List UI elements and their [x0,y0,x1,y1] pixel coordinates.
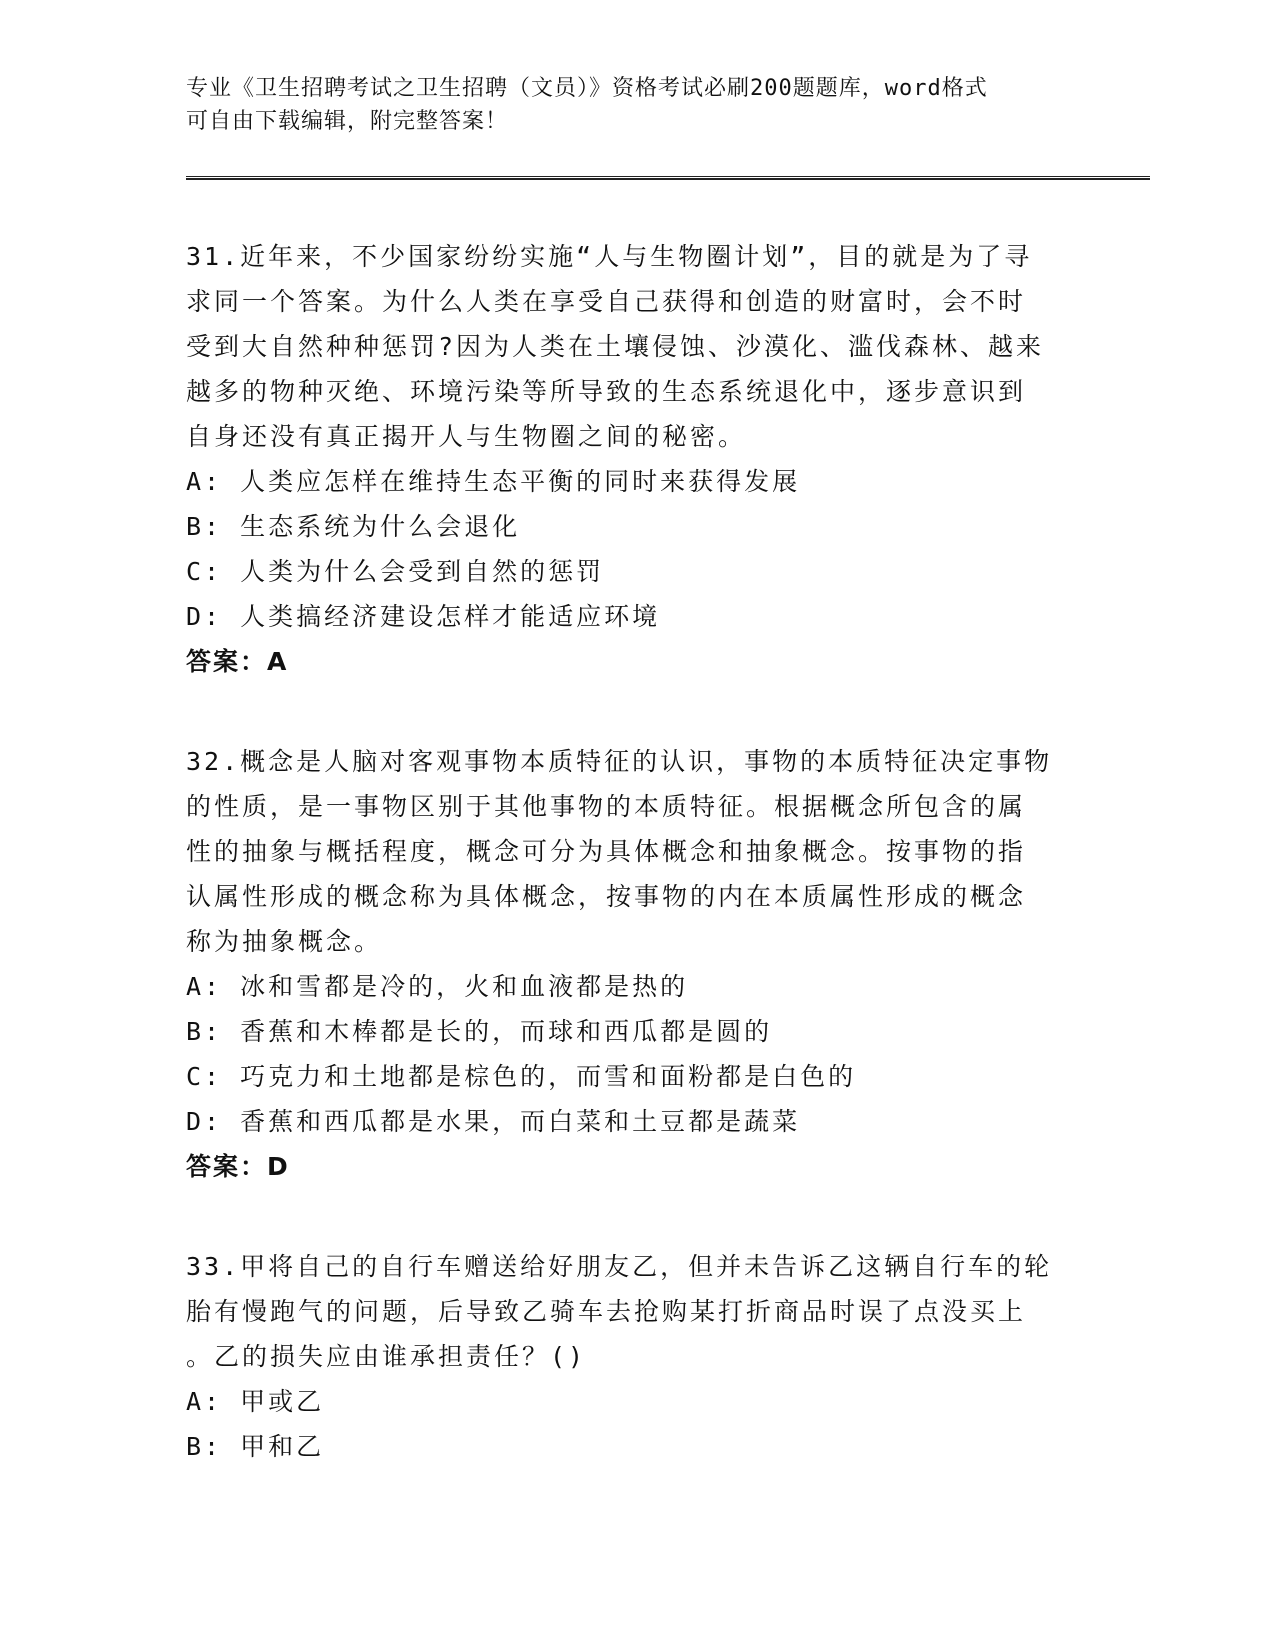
question-text-line: 胎有慢跑气的问题，后导致乙骑车去抢购某打折商品时误了点没买上 [186,1297,1027,1326]
option-a: A: 人类应怎样在维持生态平衡的同时来获得发展 [186,467,801,496]
question-text-line: 33.甲将自己的自行车赠送给好朋友乙，但并未告诉乙这辆自行车的轮 [186,1252,1053,1281]
question-text-line: 性的抽象与概括程度，概念可分为具体概念和抽象概念。按事物的指 [186,837,1027,866]
question-text-line: 。乙的损失应由谁承担责任？() [186,1342,587,1371]
header-divider [186,176,1150,180]
question-text-line: 认属性形成的概念称为具体概念，按事物的内在本质属性形成的概念 [186,882,1027,911]
option-d: D: 香蕉和西瓜都是水果，而白菜和土豆都是蔬菜 [186,1107,801,1136]
question-text-line: 31.近年来，不少国家纷纷实施“人与生物圈计划”，目的就是为了寻 [186,242,1033,271]
question-text-line: 的性质，是一事物区别于其他事物的本质特征。根据概念所包含的属 [186,792,1027,821]
option-b: B: 甲和乙 [186,1432,325,1461]
option-b: B: 香蕉和木棒都是长的，而球和西瓜都是圆的 [186,1017,773,1046]
option-a: A: 甲或乙 [186,1387,325,1416]
question-spacer [186,1189,1086,1244]
question-text-line: 越多的物种灭绝、环境污染等所导致的生态系统退化中，逐步意识到 [186,377,1027,406]
header-line-2: 可自由下载编辑，附完整答案！ [186,109,509,134]
question-33 [186,1244,1086,1469]
option-a: A: 冰和雪都是冷的，火和血液都是热的 [186,972,689,1001]
question-text-line: 求同一个答案。为什么人类在享受自己获得和创造的财富时，会不时 [186,287,1027,316]
answer-label: 答案：D [186,1152,290,1181]
header-line-1: 专业《卫生招聘考试之卫生招聘（文员）》资格考试必刷200题题库，word格式 [186,76,988,101]
answer-label: 答案：A [186,647,289,676]
question-32 [186,739,1086,1189]
question-text-line: 32.概念是人脑对客观事物本质特征的认识，事物的本质特征决定事物 [186,747,1053,776]
question-text-line: 称为抽象概念。 [186,927,383,956]
question-text-line: 自身还没有真正揭开人与生物圈之间的秘密。 [186,422,747,451]
option-d: D: 人类搞经济建设怎样才能适应环境 [186,602,661,631]
question-text-line: 受到大自然种种惩罚?因为人类在土壤侵蚀、沙漠化、滥伐森林、越来 [186,332,1045,361]
question-list [186,234,1086,1469]
option-c: C: 巧克力和土地都是棕色的，而雪和面粉都是白色的 [186,1062,857,1091]
document-header [186,72,1066,138]
option-b: B: 生态系统为什么会退化 [186,512,521,541]
option-c: C: 人类为什么会受到自然的惩罚 [186,557,605,586]
question-31 [186,234,1086,684]
question-spacer [186,684,1086,739]
